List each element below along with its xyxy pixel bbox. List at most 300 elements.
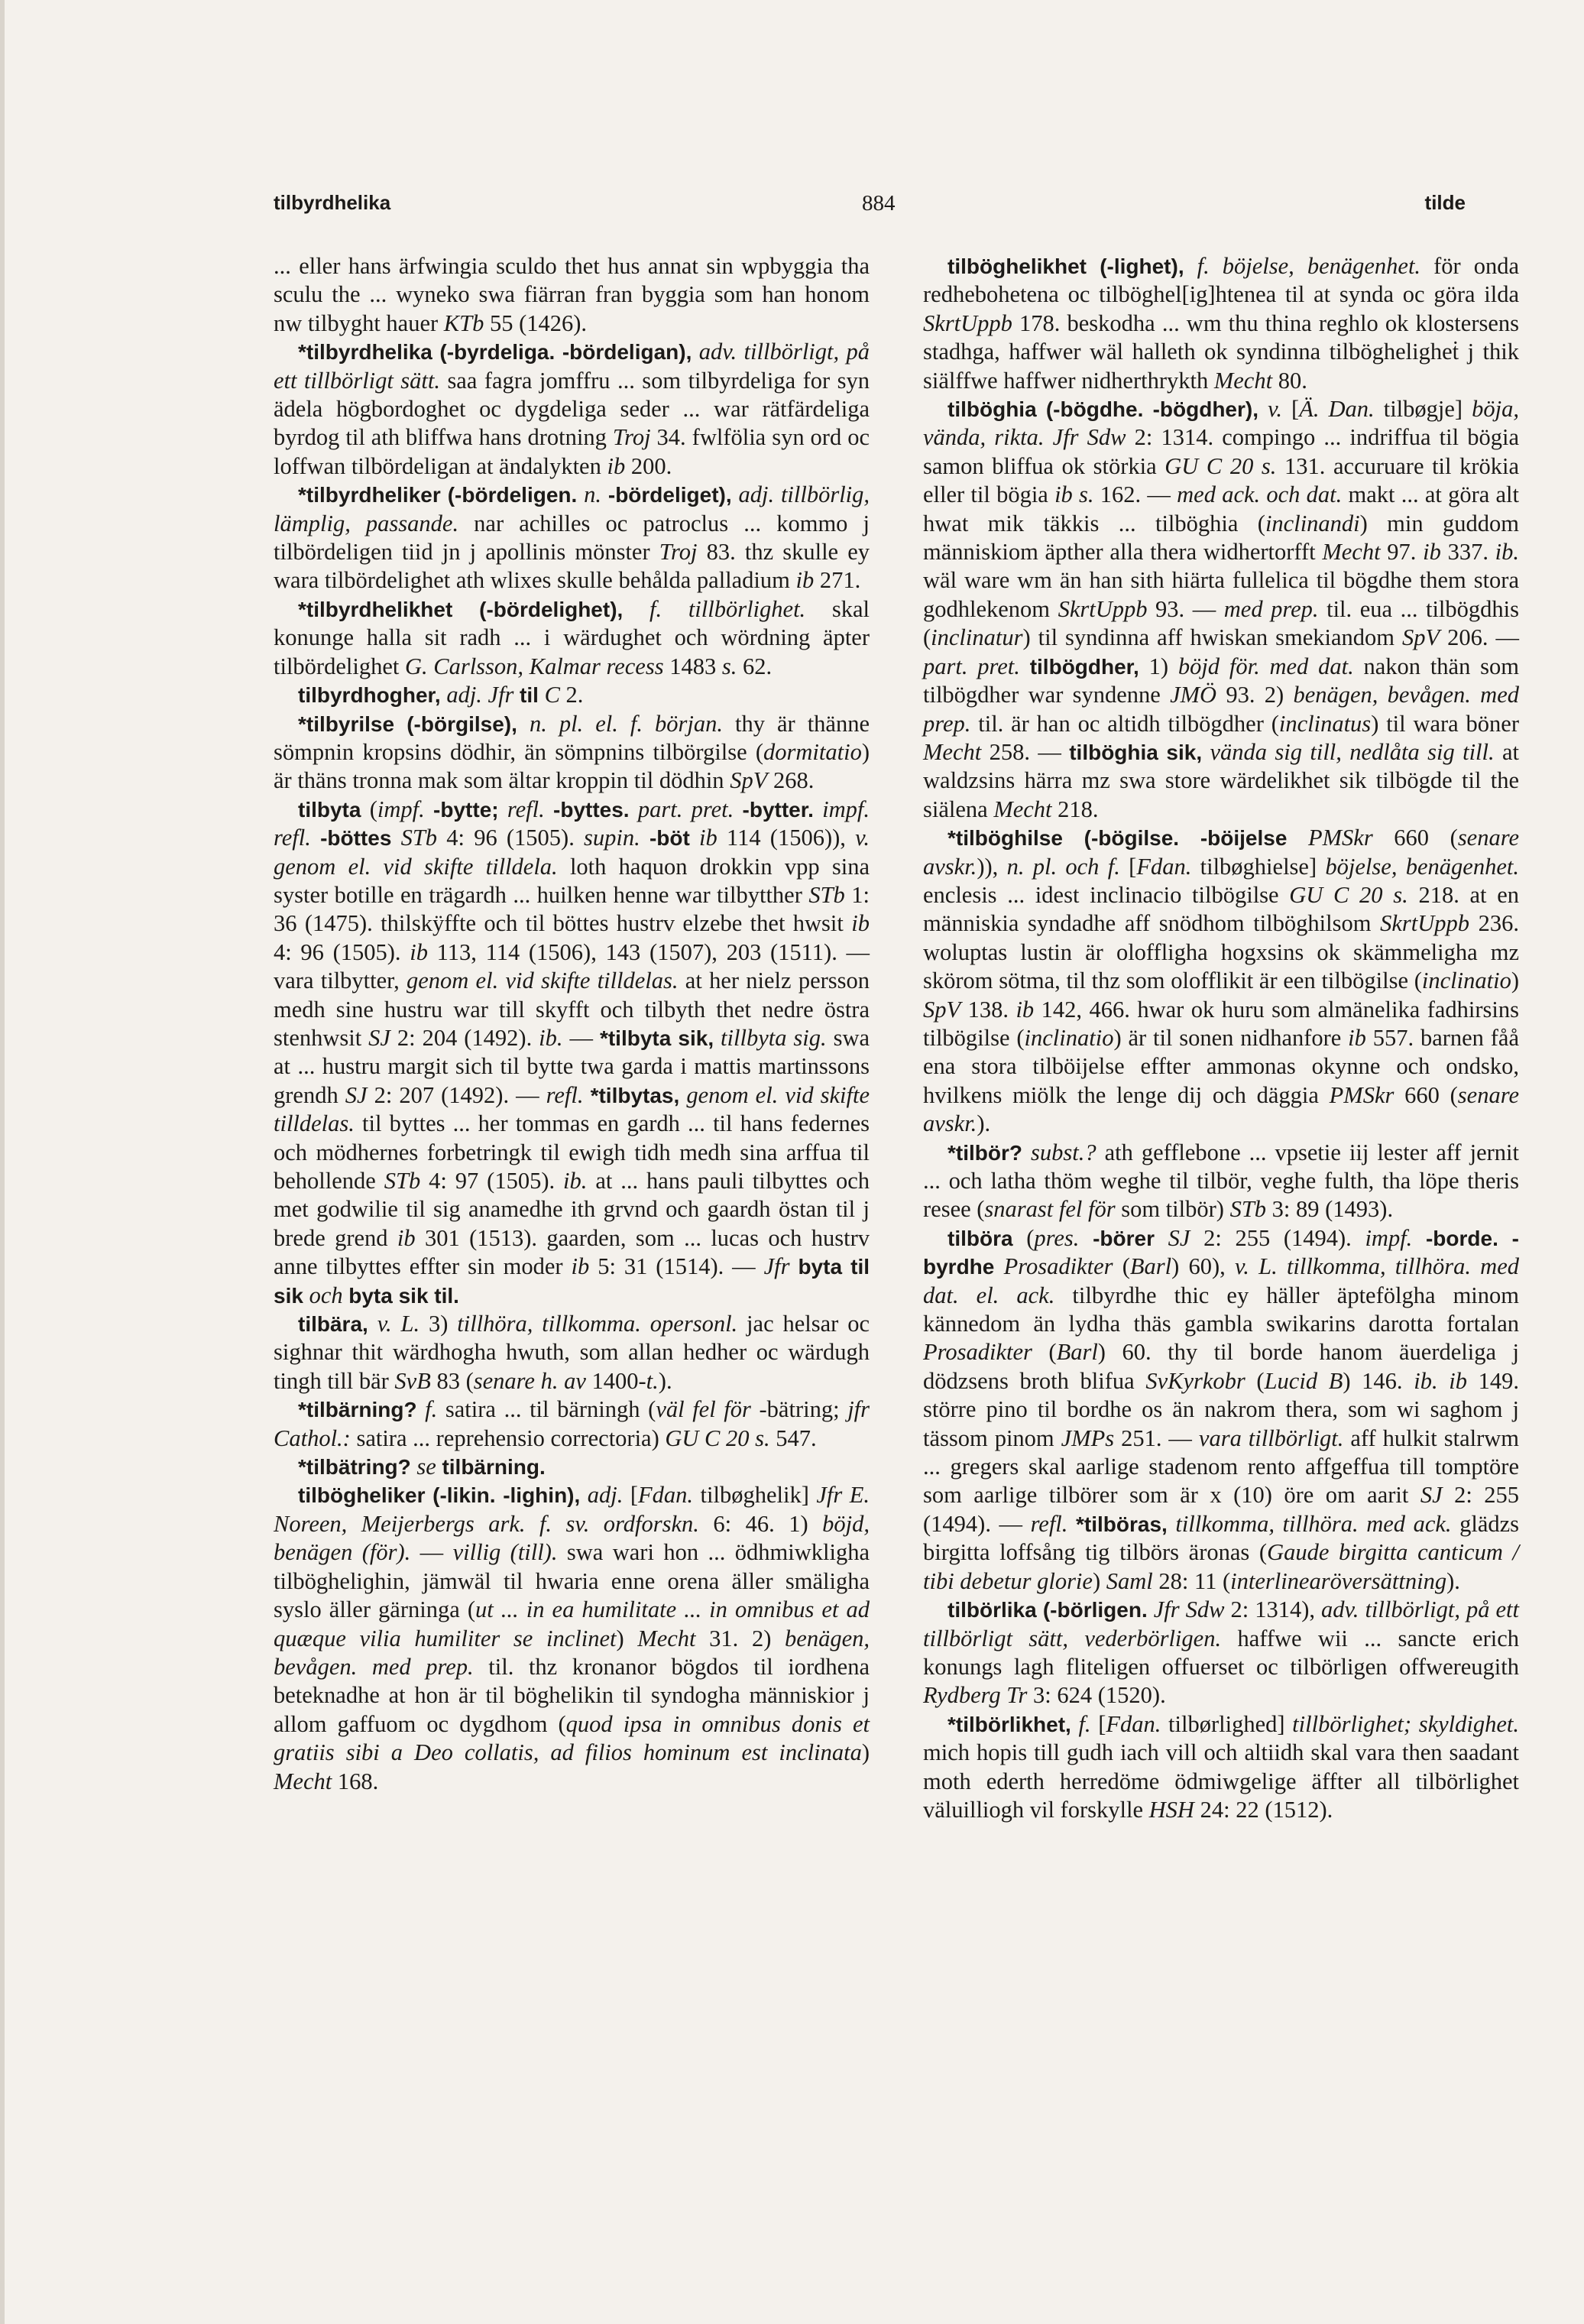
italic-text: C xyxy=(544,682,560,708)
entry-text xyxy=(391,825,400,851)
italic-text: Lucid B xyxy=(1264,1367,1343,1394)
italic-text: Troj xyxy=(659,539,698,566)
italic-text: ib. xyxy=(539,1024,563,1051)
entry-text: skal konunge halla sit radh ... i wärdughet och wördning äpter tilbördelighet xyxy=(274,595,870,679)
entry-text: som tilbör) xyxy=(1115,1196,1230,1223)
entry-text: ) är til sonen nidhanfore xyxy=(1113,1024,1349,1051)
entry-text: 2: 1314), xyxy=(1224,1596,1322,1623)
entry-text xyxy=(1184,253,1197,279)
entry-text: ) til wara böner xyxy=(1371,710,1520,737)
entry-text xyxy=(425,796,433,822)
italic-text: ib xyxy=(851,910,870,937)
italic-text: Saml xyxy=(1106,1567,1153,1594)
entry-text: ) är thäns tronna mak som ältar kroppin til dödhin xyxy=(274,738,870,794)
dictionary-entry xyxy=(923,1596,1519,1710)
dictionary-entry xyxy=(274,1453,870,1481)
italic-text: väl fel för xyxy=(656,1396,751,1423)
entry-text xyxy=(814,796,822,822)
entry-text: — xyxy=(410,1539,453,1566)
page-number: 884 xyxy=(862,191,896,216)
italic-text: supin. xyxy=(584,825,640,851)
italic-text: böjelse, benägenhet. xyxy=(1325,853,1519,880)
entry-text xyxy=(513,682,520,708)
entry-text: ( xyxy=(1012,1224,1035,1251)
headword: tilböra xyxy=(947,1226,1013,1250)
italic-text: ib s. xyxy=(1054,481,1094,508)
headword: tilböghia (-bögdhe. -bögdher), xyxy=(947,397,1259,422)
entry-text: 62. xyxy=(737,653,773,679)
headword: *tilbör? xyxy=(947,1140,1022,1165)
entry-text: 2: 255 (1494). — xyxy=(923,1482,1519,1537)
entry-text: ( xyxy=(1032,1339,1057,1366)
italic-text: Mecht xyxy=(274,1768,332,1794)
entry-text: til. eua ... tilbögdhis ( xyxy=(923,595,1520,651)
dictionary-entry xyxy=(274,710,870,796)
italic-text: inclinandi xyxy=(1265,510,1360,536)
italic-text: SpV xyxy=(923,996,961,1023)
italic-text: med ack. och dat. xyxy=(1177,481,1343,508)
entry-text: ). xyxy=(1446,1567,1460,1594)
entry-text: ). xyxy=(658,1367,672,1394)
italic-text: Fdan. xyxy=(1136,853,1192,880)
italic-text: impf. xyxy=(1365,1224,1413,1251)
entry-text: at waldzsins härra mz swa store wärdelikhet sik tilbögde til the siälena xyxy=(923,738,1519,822)
entry-text: 3) xyxy=(419,1311,458,1337)
italic-text: SJ xyxy=(368,1024,390,1051)
headword: til xyxy=(520,683,539,708)
italic-text: och xyxy=(309,1282,343,1308)
italic-text: HSH xyxy=(1148,1796,1194,1823)
italic-text: SJ xyxy=(1420,1482,1443,1509)
italic-text: adj. xyxy=(587,1482,624,1509)
italic-text: v. genom el. vid skifte tilldela. xyxy=(274,825,870,880)
entry-text xyxy=(417,1396,426,1422)
entry-text: 251. — xyxy=(1114,1425,1199,1451)
headword: *tilböghilse (-bögilse. -böijelse xyxy=(947,826,1288,851)
italic-text: part. pret. xyxy=(637,796,734,822)
entry-text: 4: 96 (1505). xyxy=(274,938,410,965)
entry-text: [ xyxy=(623,1482,639,1509)
entry-text: 268. xyxy=(767,767,815,794)
italic-text: ib xyxy=(699,825,717,851)
entry-text: nar achilles oc patroclus ... kommo j tilbördeligen tiid jn j apollinis mönster xyxy=(274,510,870,566)
entry-text xyxy=(1067,1511,1076,1537)
italic-text: impf. refl. xyxy=(274,796,870,851)
entry-text xyxy=(623,596,649,622)
italic-text: inclinatio xyxy=(1421,968,1511,994)
headword: -börer xyxy=(1093,1226,1155,1250)
entry-text xyxy=(994,1253,1003,1279)
entry-text: makt ... at göra alt hwat mik täkkis ... tilböghia ( xyxy=(923,481,1520,536)
italic-text: SpV xyxy=(1402,624,1440,651)
italic-text: ib xyxy=(410,938,428,965)
entry-text xyxy=(1148,1596,1154,1622)
headword: *tilbärning? xyxy=(298,1398,417,1422)
entry-text: til. är han oc altidh tilbögdher ( xyxy=(970,710,1279,737)
entry-text: nakon thän som tilbögdher war syndenne xyxy=(923,653,1519,708)
italic-text: interlinearöversättning xyxy=(1230,1567,1447,1594)
entry-text: 1483 xyxy=(663,653,722,679)
italic-text: f. tillbörlighet. xyxy=(649,595,806,622)
entry-text: 2: 207 (1492). — xyxy=(367,1081,546,1108)
entry-text: at her nielz persson medh sine hustru war till skyfft och tilbyth thet nedre östra stenhwsit xyxy=(274,968,870,1051)
entry-text: tilbyrdhe thic ey häller äptefölgha minom kännedom än lydha thäs gambla swikarins darotta fortalan xyxy=(923,1282,1519,1337)
italic-text: Troj xyxy=(612,424,651,451)
entry-text: ath gefflebone ... vpsetie iij lester aff jernit ... och latha thöm weghe til tilbör, veghe fulth, tha löpe theris resee ( xyxy=(923,1139,1520,1223)
headword: tilbögdher, xyxy=(1029,654,1139,679)
entry-text: 93. — xyxy=(1147,595,1224,622)
dictionary-entry xyxy=(274,338,870,481)
dictionary-entry xyxy=(923,1710,1519,1825)
entry-text: til byttes ... her tommas en gardh ... til hans federnes och mödhernes forbetringk til ewigh tidh medh sina arffua til behollende xyxy=(274,1110,870,1194)
italic-text: f. xyxy=(1078,1710,1091,1737)
italic-text: SvB xyxy=(394,1367,431,1394)
entry-text: 557. barnen fåå ena stora tilböijelse effter ammonas okynne och ondsko, hvilkens miölk the lenge dij och däggia xyxy=(923,1024,1519,1108)
entry-text xyxy=(601,481,608,507)
entry-text xyxy=(539,682,545,708)
italic-text: Gaude birgitta canticum / tibi debetur glorie xyxy=(923,1539,1519,1594)
italic-text: STb xyxy=(400,825,438,851)
headword: *tilböras, xyxy=(1075,1512,1168,1536)
entry-text xyxy=(1168,1511,1176,1537)
entry-text xyxy=(517,711,530,737)
dictionary-entry xyxy=(923,1139,1519,1224)
italic-text: JMÖ xyxy=(1170,682,1217,708)
italic-text: böjd för. med dat. xyxy=(1177,653,1354,679)
headword: tilbörlika (-börligen. xyxy=(947,1598,1148,1622)
entry-text: ( xyxy=(1245,1367,1265,1394)
italic-text: pres. xyxy=(1034,1224,1080,1251)
entry-text: 301 (1513). gaarden, som ... lucas och hustrv anne tilbyttes effter sin moder xyxy=(274,1224,870,1280)
entry-text: ) min guddom människiom äpther alla thera widhertorfft xyxy=(923,510,1519,566)
entry-text: glädzs birgitta loffsång tig tilbörs äronas ( xyxy=(923,1510,1520,1566)
italic-text: tillkomma, tillhöra. med ack. xyxy=(1175,1510,1452,1537)
entry-text xyxy=(545,796,553,822)
entry-text: 24: 22 (1512). xyxy=(1194,1796,1333,1823)
entry-text: swa wari hon ... ödhmiwkligha tilbögheliɡhin, jämwäl til hwaria enne orena äller smäligha syslo äller gärninga ( xyxy=(274,1539,870,1623)
italic-text: v. L. tillkomma, tillhöra. med dat. el. ack. xyxy=(923,1253,1519,1308)
entry-text: 31. 2) xyxy=(695,1625,786,1651)
entry-text: 3: 624 (1520). xyxy=(1027,1682,1166,1709)
italic-text: n. pl. el. f. början. xyxy=(529,710,723,737)
headword: tilbyrdhogher, xyxy=(298,683,441,708)
italic-text: SpV xyxy=(730,767,768,794)
italic-text: ib xyxy=(397,1224,416,1251)
italic-text: GU C 20 s. xyxy=(1289,881,1408,908)
entry-text: ) 146. xyxy=(1343,1367,1414,1394)
italic-text: subst.? xyxy=(1031,1139,1096,1165)
entry-text: 271. xyxy=(814,567,861,594)
entry-text: 660 ( xyxy=(1394,1081,1458,1108)
dictionary-entry xyxy=(274,1310,870,1395)
entry-text xyxy=(640,825,649,851)
entry-text: )), xyxy=(977,853,1007,880)
entry-text: ) xyxy=(1511,968,1519,994)
entry-text: tilbøgje] xyxy=(1374,396,1472,423)
headword: -böttes xyxy=(320,826,392,851)
entry-text xyxy=(1071,1711,1079,1737)
dictionary-entry xyxy=(274,1395,870,1453)
entry-text: enclesis ... idest inclinacio tilbögilse xyxy=(923,881,1290,908)
entry-text: 1) xyxy=(1139,653,1178,679)
running-header xyxy=(274,191,1466,222)
italic-text: inclinatio xyxy=(1024,1024,1114,1051)
entry-text: aff hulkit stalrwm ... gregers skal aarlige stadenom rento affgeffua till tomptöre som aarlige tilbörer som är x (10) öre om aarit xyxy=(923,1425,1520,1509)
entry-text: 547. xyxy=(769,1425,817,1451)
italic-text: part. pret. xyxy=(923,653,1020,679)
dictionary-entry xyxy=(274,595,870,681)
entry-text: 5: 31 (1514). — xyxy=(589,1253,764,1280)
italic-text: Jfr Sdw xyxy=(1153,1596,1225,1623)
entry-text: swa at ... hustru margit sich til bytte twa garda i mattis martinssons grendh xyxy=(274,1024,870,1108)
italic-text: SkrtUppb xyxy=(1058,595,1148,622)
italic-text: t. xyxy=(646,1367,659,1394)
entry-text xyxy=(1155,1225,1168,1251)
entry-text: 93. 2) xyxy=(1216,682,1294,708)
entry-text: 80. xyxy=(1272,367,1307,394)
italic-text: Jfr xyxy=(763,1253,790,1280)
entry-text: [ xyxy=(1090,1710,1106,1737)
entry-text xyxy=(1020,653,1030,679)
entry-text xyxy=(311,825,320,851)
italic-text: med prep. xyxy=(1223,595,1319,622)
entry-text: 200. xyxy=(625,452,672,479)
entry-text: -bätring; xyxy=(750,1396,848,1423)
italic-text: impf. xyxy=(377,796,425,822)
italic-text: v. L. xyxy=(377,1311,420,1337)
entry-text: ) 60), xyxy=(1171,1253,1236,1280)
italic-text: benägen, bevågen. med prep. xyxy=(274,1625,870,1680)
headword: *tilbätring? xyxy=(298,1455,411,1480)
italic-text: Mecht xyxy=(923,738,982,765)
entry-text: 138. xyxy=(960,996,1016,1023)
entry-text: [ xyxy=(1119,853,1137,880)
italic-text: ib xyxy=(795,567,815,594)
dictionary-entry xyxy=(274,1481,870,1795)
italic-text: STb xyxy=(384,1168,421,1194)
entry-text xyxy=(734,796,742,822)
entry-text: 113, 114 (1506), 143 (1507), 203 (1511). — vara tilbytter, xyxy=(274,938,870,994)
italic-text: ib xyxy=(1348,1024,1366,1051)
italic-text: refl. xyxy=(507,796,545,822)
entry-text xyxy=(679,1082,686,1108)
entry-text xyxy=(1412,1225,1426,1251)
entry-text xyxy=(1287,825,1308,851)
headword: -borde. -byrdhe xyxy=(923,1226,1519,1279)
italic-text: Mecht xyxy=(1213,367,1273,394)
italic-text: GU C 20 s. xyxy=(1165,452,1277,479)
entry-text: 2: 1314. compingo ... indriffua til bögia samon bliffua ok störkia xyxy=(923,424,1519,479)
headword: *tilbyrdheliker (-bördeligen. xyxy=(298,483,578,507)
entry-text: ... eller hans ärfwingia sculdo thet hus annat sin wpbyggia tha sculu the ... wyneko swa fiärran fran byggia som han honom nw tilbyght hauer xyxy=(274,253,870,336)
italic-text: senare avskr. xyxy=(923,825,1519,880)
italic-text: GU C 20 s. xyxy=(665,1425,770,1451)
entry-text: 6: 46. 1) xyxy=(698,1510,823,1537)
entry-text xyxy=(577,481,584,507)
entry-text: ( xyxy=(1113,1253,1130,1280)
entry-text xyxy=(690,825,699,851)
entry-text: 28: 11 ( xyxy=(1152,1567,1231,1594)
entry-text: ) xyxy=(616,1625,638,1651)
entry-text: 34. fwlfölia syn ord oc loffwan tilbördeligan at ändalykten xyxy=(274,424,870,479)
italic-text: Ä. Dan. xyxy=(1299,396,1375,423)
italic-text: vända sig till, nedlåta sig till. xyxy=(1210,738,1495,765)
dictionary-entry xyxy=(923,824,1519,1138)
italic-text: STb xyxy=(1229,1196,1267,1223)
italic-text: SJ xyxy=(345,1081,368,1108)
entry-text: 258. — xyxy=(981,738,1070,765)
entry-text: jac helsar oc sighnar thit wärdhogha hwuth, som allan hedher oc wärdugh tingh till bär xyxy=(274,1311,870,1394)
italic-text: PMSkr xyxy=(1308,825,1373,851)
entry-text: ) til syndinna aff hwiskan smekiandom xyxy=(1022,624,1402,651)
italic-text: PMSkr xyxy=(1329,1081,1395,1108)
italic-text: böjd, benägen (för). xyxy=(274,1510,870,1566)
italic-text: tillbörlighet; skyldighet. xyxy=(1292,1710,1519,1737)
entry-text: tilbøghelik] xyxy=(693,1482,817,1509)
italic-text: ib xyxy=(607,452,626,479)
entry-text xyxy=(790,1253,798,1279)
entry-text: 2: 204 (1492). xyxy=(390,1024,539,1051)
entry-text: 162. — xyxy=(1093,481,1177,508)
italic-text: genom el. vid skifte tilldelas. xyxy=(274,1081,870,1137)
entry-text: 131. accuruare til krökia eller til bögia xyxy=(923,452,1520,508)
entry-text xyxy=(580,1482,588,1508)
entry-text: 83. thz skulle ey wara tilbördelighet ath wlixes skulle behålda palladium xyxy=(274,539,870,594)
italic-text: KTb xyxy=(443,310,484,336)
italic-text: SkrtUppb xyxy=(1380,910,1469,937)
right-column xyxy=(923,252,1519,1824)
italic-text: adv. tillbörligt, på ett tillbörligt sätt. xyxy=(274,339,870,394)
entry-text: ) xyxy=(1092,1567,1106,1594)
entry-text: 83 ( xyxy=(430,1367,474,1394)
italic-text: tillhöra, tillkomma. opersonl. xyxy=(457,1311,738,1337)
headword: *tilbytas, xyxy=(590,1083,680,1107)
italic-text: refl. xyxy=(546,1081,584,1108)
italic-text: SkrtUppb xyxy=(923,310,1012,336)
dictionary-entry xyxy=(274,252,870,338)
italic-text: tillbyta sig. xyxy=(721,1024,827,1051)
entry-text: för onda redhebohetena oc tilböghel[ig]htenea til at synda oc göra ilda xyxy=(923,253,1519,308)
entry-text xyxy=(714,1025,721,1051)
entry-text xyxy=(368,1311,377,1337)
headword: tilböghia sik, xyxy=(1069,740,1203,764)
italic-text: ib xyxy=(1423,539,1441,566)
italic-text: senare h. av xyxy=(473,1367,586,1394)
entry-text: 149. större pino til bordhe os än nakrom thera, som wi saghom j tässom pinom xyxy=(923,1367,1519,1451)
left-column xyxy=(274,252,870,1796)
entry-text: saa fagra jomffru ... som tilbyrdeliga for syn ädela högbordoghet oc dygdeliga seder ... war rätfärdeliga byrdog til ath bliffwa hans drotning xyxy=(274,367,870,451)
entry-text xyxy=(499,796,507,822)
entry-text xyxy=(1079,1225,1093,1251)
italic-text: s. xyxy=(721,653,737,679)
italic-text: SvKyrkobr xyxy=(1145,1367,1245,1394)
italic-text: refl. xyxy=(1030,1510,1068,1537)
entry-text xyxy=(1202,739,1210,765)
headword: tilbärning. xyxy=(442,1455,546,1480)
italic-text: n. pl. och f. xyxy=(1006,853,1120,880)
headword: tilbära, xyxy=(298,1312,368,1337)
italic-text: villig (till). xyxy=(452,1539,558,1566)
italic-text: Prosadikter xyxy=(923,1339,1032,1366)
italic-text: snarast fel för xyxy=(984,1196,1116,1223)
entry-text: wäl ware wm än han sith hiärta fullelica til bögdhe them stora godhlekenom xyxy=(923,567,1519,622)
headword: *tilbyta sik, xyxy=(599,1026,714,1050)
italic-text: Mecht xyxy=(993,796,1052,822)
headword: -bytte; xyxy=(433,797,499,822)
italic-text: f. böjelse, benägenhet. xyxy=(1197,253,1421,279)
italic-text: Mecht xyxy=(637,1625,696,1651)
entry-text xyxy=(732,481,739,507)
italic-text: jfr Cathol.: xyxy=(274,1396,870,1451)
entry-text: mich hopis till gudh iach vill och altiidh skal vara then saadant moth ederth herredöme ödmiwgelige äffter all tilbörlighet väluilliogh vil forskylle xyxy=(923,1739,1519,1823)
entry-text: satira ... reprehensio correctoria) xyxy=(350,1425,666,1451)
entry-text: at ... hans pauli tilbyttes och met godwilie til sig anamedhe ith grvnd och gaardh östan til j brede grend xyxy=(274,1168,870,1251)
entry-text: 218. at en människia syndadhe aff snödhom tilböghilsom xyxy=(923,881,1519,937)
entry-text: til. thz kronanor bögdos til iordhena beteknadhe at hon är til böghelikin til syndogha människior j allom gaffuom oc dygdhom ( xyxy=(274,1653,870,1737)
italic-text: f. xyxy=(425,1396,438,1423)
entry-text: loth haquon drokkin vpp sina syster botille en trägardh ... huilken henne war tilbytther xyxy=(274,853,870,908)
italic-text: ib. xyxy=(563,1168,588,1194)
italic-text: adj. tillbörlig, lämplig, passande. xyxy=(274,481,870,536)
italic-text: STb xyxy=(808,881,845,908)
headword: tilböghelikhet (-lighet), xyxy=(947,254,1184,278)
italic-text: ib. xyxy=(1495,539,1520,566)
italic-text: SJ xyxy=(1168,1224,1190,1251)
entry-text: 168. xyxy=(332,1768,379,1794)
headword: tilbyta xyxy=(298,797,361,822)
italic-text: Rydberg Tr xyxy=(923,1682,1028,1709)
italic-text: benägen, bevågen. med prep. xyxy=(923,682,1519,737)
headword: *tilbyrilse (-börgilse), xyxy=(298,711,517,736)
entry-text: ( xyxy=(361,796,377,822)
italic-text: v. xyxy=(1268,396,1282,423)
headword: -bytter. xyxy=(742,797,814,822)
entry-text: tilbøghielse] xyxy=(1191,853,1326,880)
entry-text: [ xyxy=(1281,396,1300,423)
dictionary-entry xyxy=(274,481,870,595)
headword: *tilbörlikhet, xyxy=(947,1712,1071,1736)
entry-text: 114 (1506)), xyxy=(717,825,856,851)
entry-text: 178. beskodha ... wm thu thina reghlo ok klostersens stadhga, haffwer wäl halleth ok syndinna tilbögheligheṫ j thik siälffwe haffwer nidherthrykth xyxy=(923,310,1519,394)
entry-text: 236. woluptas lustin är oloffligha hogxsins ok skämmeligha mz skörom sötma, til thz som olofflikit är een tilbögilse ( xyxy=(923,910,1520,994)
italic-text: Fdan. xyxy=(1106,1710,1161,1737)
headword: *tilbyrdhelikhet (-bördelighet), xyxy=(298,597,624,621)
entry-text xyxy=(1022,1139,1031,1165)
entry-text: ) 60. thy til borde hanom äuerdeliga j dödzsens broth blifua xyxy=(923,1339,1519,1394)
italic-text: Barl xyxy=(1129,1253,1172,1280)
dictionary-entry xyxy=(274,796,870,1310)
entry-text: tilbørlighed] xyxy=(1161,1710,1293,1737)
entry-text: thy är thänne sömpnin kropsins dödhir, än sömpnins tilbörgilse ( xyxy=(274,710,870,765)
italic-text: inclinatur xyxy=(931,624,1023,651)
entry-text: 55 (1426). xyxy=(484,310,588,336)
italic-text: Mecht xyxy=(1322,539,1381,566)
entry-text: 97. xyxy=(1380,539,1424,566)
entry-text xyxy=(303,1282,309,1308)
headword: -bördeliget), xyxy=(607,483,732,507)
entry-text: 3: 89 (1493). xyxy=(1266,1196,1394,1223)
italic-text: Prosadikter xyxy=(1003,1253,1113,1280)
italic-text: inclinatus xyxy=(1278,710,1372,737)
headword: -böt xyxy=(649,826,690,851)
italic-text: böja, vända, rikta. Jfr Sdw xyxy=(923,396,1519,451)
entry-text: 337. xyxy=(1440,539,1495,566)
entry-text: 1: 36 (1475). thilskÿffte och til böttes hustrv elzebe thet hwsit xyxy=(274,881,870,937)
entry-text: 206. — xyxy=(1440,624,1520,651)
headword: byta sik til. xyxy=(348,1283,459,1308)
entry-text: satira ... til bärningh ( xyxy=(437,1396,656,1423)
entry-text: — xyxy=(562,1024,600,1051)
